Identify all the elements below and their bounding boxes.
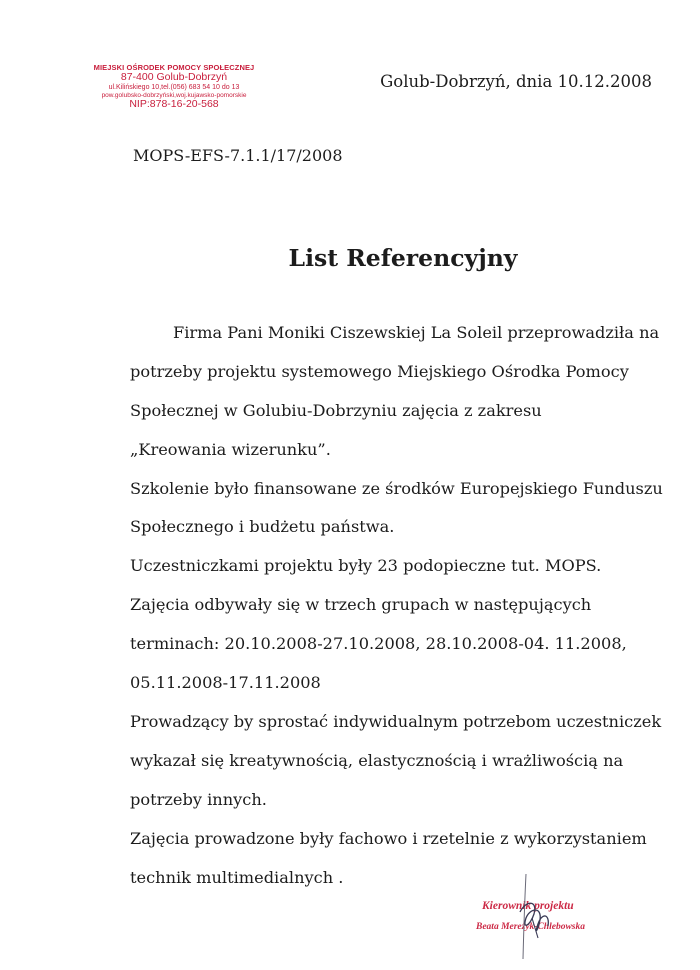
signature-block [468,874,618,964]
body-line: Szkolenie było finansowane ze środków Europejskiego Funduszu [130,479,663,498]
place-and-date: Golub-Dobrzyń, dnia 10.12.2008 [380,72,652,91]
stamp-postal-city: 87-400 Golub-Dobrzyń [120,71,228,84]
body-line: potrzeby innych. [130,790,267,809]
stamp-address-phone: ul.Kilińskiego 10,tel.(056) 683 54 10 do 13 [108,84,240,92]
body-line: Zajęcia prowadzone były fachowo i rzetelnie z wykorzystaniem [130,829,647,848]
stamp-nip: NIP:878-16-20-568 [129,98,219,111]
signature-role: Kierownik projektu [482,900,574,912]
body-line: technik multimedialnych . [130,868,344,887]
reference-number: MOPS-EFS-7.1.1/17/2008 [133,146,343,165]
stamp-county-voivodeship: pow.golubsko-dobrzyński,woj.kujawsko-pomorskie [101,91,247,99]
body-line: 05.11.2008-17.11.2008 [130,673,321,692]
signature-name: Beata Mereżyk-Chlebowska [476,922,585,932]
institution-stamp [84,64,264,111]
body-line: Społecznej w Golubiu-Dobrzyniu zajęcia z zakresu [130,401,542,420]
body-line: Firma Pani Moniki Ciszewskiej La Soleil przeprowadziła na [173,323,660,342]
body-line: wykazał się kreatywnością, elastycznością i wrażliwością na [130,751,624,770]
body-line: Uczestniczkami projektu były 23 podopieczne tut. MOPS. [130,556,602,575]
body-line: Społecznego i budżetu państwa. [130,517,395,536]
body-line: „Kreowania wizerunku”. [130,440,331,459]
handwritten-signature [468,874,618,964]
document-title: List Referencyjny [288,244,518,272]
body-line: terminach: 20.10.2008-27.10.2008, 28.10.2008-04. 11.2008, [130,634,627,653]
stamp-institution-name: MIEJSKI OŚRODEK POMOCY SPOŁECZNEJ [93,63,255,72]
body-line: potrzeby projektu systemowego Miejskiego Ośrodka Pomocy [130,362,629,381]
body-line: Zajęcia odbywały się w trzech grupach w następujących [130,595,592,614]
body-line: Prowadzący by sprostać indywidualnym potrzebom uczestniczek [130,712,662,731]
